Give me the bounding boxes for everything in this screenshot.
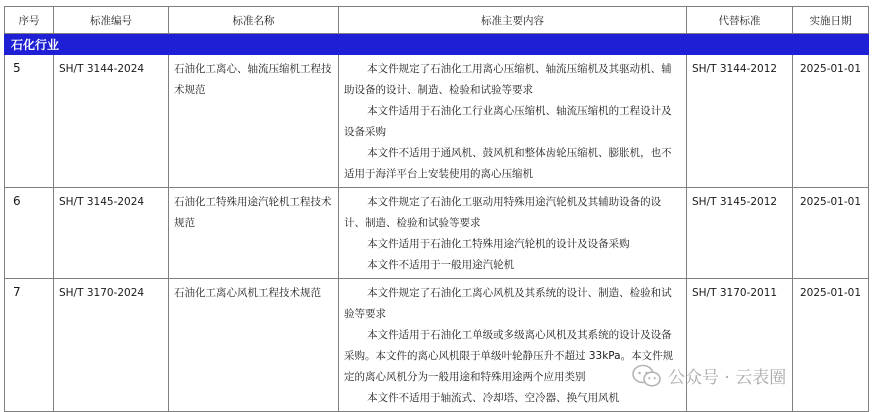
table-row [5,55,869,188]
content-paragraph: 本文件适用于石油化工特殊用途汽轮机的设计及设备采购 [367,238,630,250]
content-paragraph: 本文件规定了石油化工用离心压缩机、轴流压缩机及其驱动机、辅助设备的设计、制造、检验和试验等要求 [344,63,672,96]
content-paragraph: 本文件不适用于通风机、鼓风机和整体齿轮压缩机、膨胀机，也不适用于海洋平台上安装使用的离心压缩机 [344,147,672,180]
table-row [5,188,869,279]
content-paragraph: 本文件规定了石油化工驱动用特殊用途汽轮机及其辅助设备的设计、制造、检验和试验等要求 [344,196,662,229]
cell-code: SH/T 3170-2024 [54,279,169,412]
header-code: 标准编号 [54,7,169,34]
content-paragraph: 本文件适用于石油化工行业离心压缩机、轴流压缩机的工程设计及设备采购 [344,105,672,138]
cell-seq: 5 [5,55,54,188]
cell-content [339,188,687,279]
cell-date: 2025-01-01 [793,188,869,279]
header-content: 标准主要内容 [339,7,687,34]
cell-content [339,279,687,412]
header-replaces: 代替标准 [687,7,793,34]
table-row [5,279,869,412]
table-header-row [5,7,869,34]
content-paragraph: 本文件不适用于轴流式、冷却塔、空冷器、换气用风机 [367,392,620,404]
standards-table [4,6,869,412]
content-paragraph: 本文件规定了石油化工离心风机及其系统的设计、制造、检验和试验等要求 [344,287,672,320]
cell-replaces: SH/T 3144-2012 [687,55,793,188]
cell-content [339,55,687,188]
cell-seq: 7 [5,279,54,412]
header-date: 实施日期 [793,7,869,34]
cell-name: 石油化工离心风机工程技术规范 [169,279,339,412]
cell-name: 石油化工离心、轴流压缩机工程技术规范 [169,55,339,188]
cell-replaces: SH/T 3170-2011 [687,279,793,412]
cell-name: 石油化工特殊用途汽轮机工程技术规范 [169,188,339,279]
cell-date: 2025-01-01 [793,279,869,412]
wechat-icon [632,364,662,388]
header-seq: 序号 [5,7,54,34]
cell-replaces: SH/T 3145-2012 [687,188,793,279]
section-row [5,34,869,55]
section-title: 石化行业 [5,34,869,55]
header-name: 标准名称 [169,7,339,34]
watermark [632,363,786,388]
content-paragraph: 本文件适用于石油化工单级或多级离心风机及其系统的设计及设备采购。本文件的离心风机限于单级叶轮静压升不超过 33kPa。本文件规定的离心风机分为一般用途和特殊用途两个应用类别 [344,329,674,383]
cell-seq: 6 [5,188,54,279]
cell-date: 2025-01-01 [793,55,869,188]
cell-code: SH/T 3144-2024 [54,55,169,188]
cell-code: SH/T 3145-2024 [54,188,169,279]
content-paragraph: 本文件不适用于一般用途汽轮机 [367,259,515,271]
watermark-text: 公众号 · 云表圈 [668,368,787,388]
